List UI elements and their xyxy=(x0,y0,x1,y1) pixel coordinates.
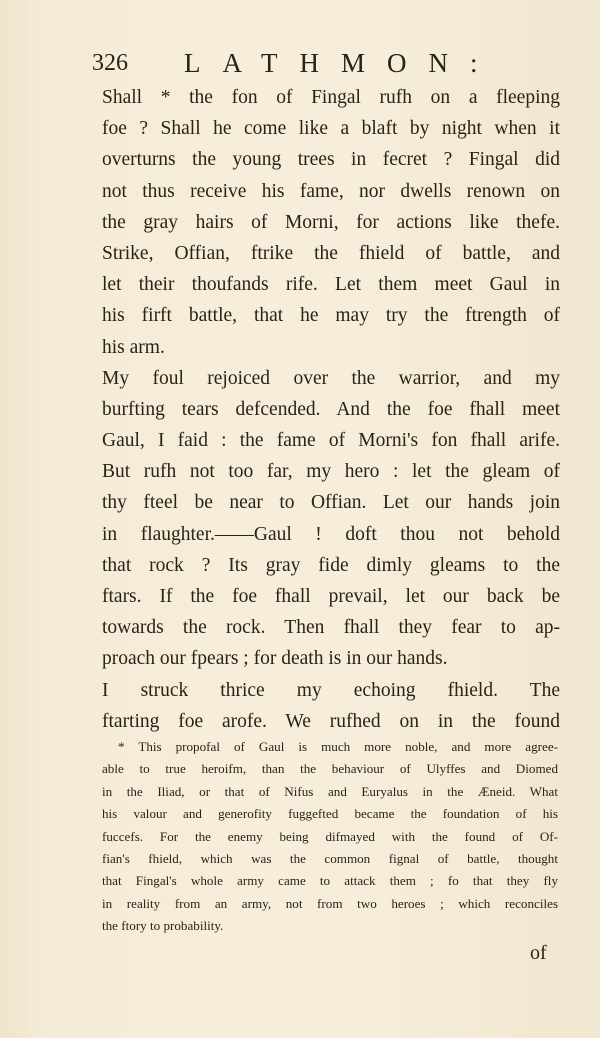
text-line: ftarting foe arofe. We rufhed on in the found xyxy=(102,710,560,732)
text-line: Strike, Offian, ftrike the fhield of battle, and xyxy=(102,242,560,264)
footnote-line: able to true heroifm, than the behaviour of Ulyffes and Diomed xyxy=(102,761,558,777)
footnote-line: in reality from an army, not from two heroes ; which reconciles xyxy=(102,895,558,911)
text-line: proach our fpears ; for death is in our hands. xyxy=(102,648,448,670)
text-line: But rufh not too far, my hero : let the gleam of xyxy=(102,461,560,483)
footnote xyxy=(102,736,558,938)
footnote-line: that Fingal's whole army came to attack them ; fo that they fly xyxy=(102,873,558,889)
paragraph-3 xyxy=(102,675,560,737)
text-line: My foul rejoiced over the warrior, and my xyxy=(102,367,560,389)
text-line: Shall * the fon of Fingal rufh on a fleeping xyxy=(102,87,560,108)
page-number: 326 xyxy=(92,50,128,76)
text-line: foe ? Shall he come like a blaft by night when it xyxy=(102,118,560,140)
text-line: his arm. xyxy=(102,336,165,358)
footnote-line: in the Iliad, or that of Nifus and Euryalus in the Æneid. What xyxy=(102,783,558,799)
main-text xyxy=(102,82,560,737)
footnote-line: fuccefs. For the enemy being difmayed with the found of Of- xyxy=(102,828,558,844)
footnote-line: fian's fhield, which was the common fignal of battle, thought xyxy=(102,850,558,866)
footnote-line: * This propofal of Gaul is much more noble, and more agree- xyxy=(118,739,558,754)
catchword: of xyxy=(530,942,547,964)
text-line: in flaughter.——Gaul ! doft thou not behold xyxy=(102,523,560,545)
text-line: the gray hairs of Morni, for actions like thefe. xyxy=(102,211,560,233)
text-line: not thus receive his fame, nor dwells renown on xyxy=(102,180,560,202)
text-line: his firft battle, that he may try the ftrength of xyxy=(102,305,560,327)
page-header xyxy=(92,46,572,80)
footnote-line: the ftory to probability. xyxy=(102,918,224,934)
text-line: that rock ? Its gray fide dimly gleams to the xyxy=(102,554,560,576)
text-line: ftars. If the foe fhall prevail, let our back be xyxy=(102,586,560,607)
text-line: let their thoufands rife. Let them meet Gaul in xyxy=(102,274,560,296)
text-line: overturns the young trees in fecret ? Fingal did xyxy=(102,149,560,171)
paragraph-1 xyxy=(102,82,560,363)
running-title: LATHMON: xyxy=(184,48,500,78)
text-line: towards the rock. Then fhall they fear to ap- xyxy=(102,617,560,639)
paragraph-2 xyxy=(102,363,560,675)
text-line: burfting tears defcended. And the foe fhall meet xyxy=(102,398,560,420)
footnote-line: his valour and generofity fuggefted became the foundation of his xyxy=(102,806,558,822)
text-line: thy fteel be near to Offian. Let our hands join xyxy=(102,492,560,514)
text-line: I struck thrice my echoing fhield. The xyxy=(102,679,560,701)
text-line: Gaul, I faid : the fame of Morni's fon fhall arife. xyxy=(102,430,560,452)
